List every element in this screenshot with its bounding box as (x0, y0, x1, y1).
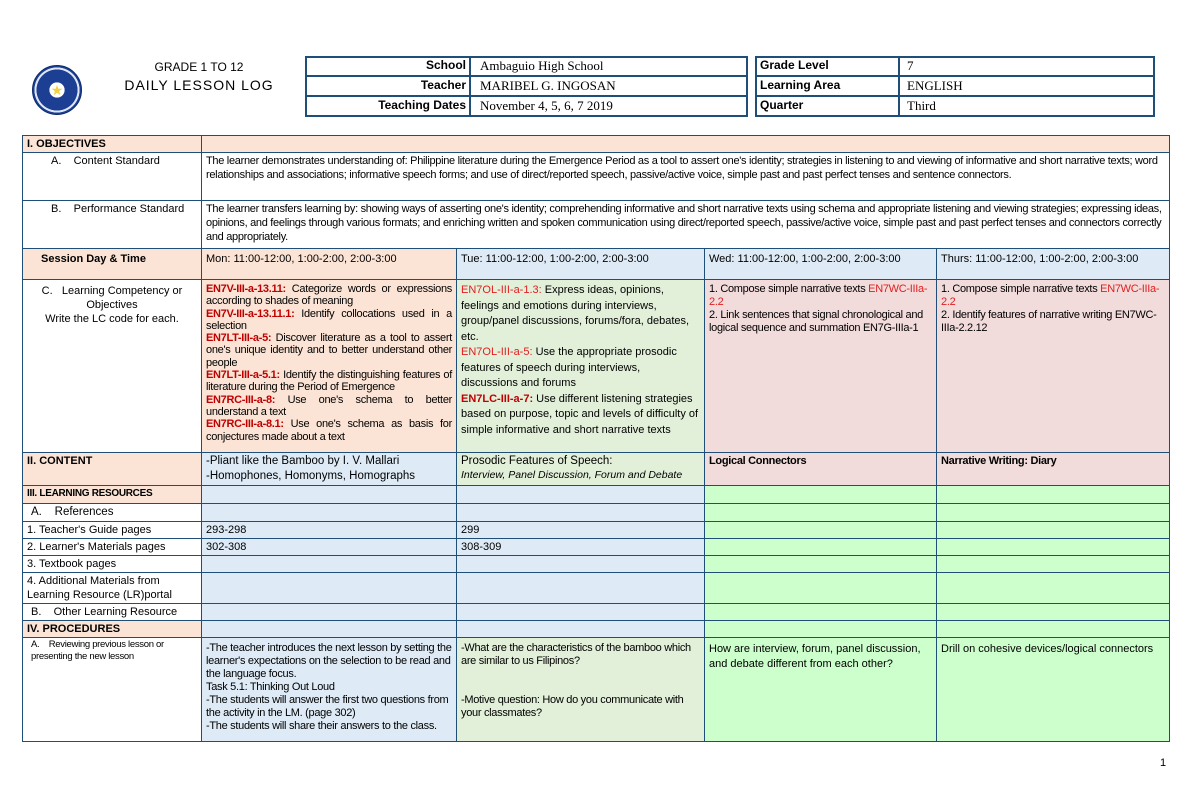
references-label: A. References (23, 504, 202, 522)
grade-level-label: Grade Level (760, 58, 829, 72)
content-standard-row (23, 153, 1170, 201)
content-mon: -Pliant like the Bamboo by I. V. Mallari -Homophones, Homonyms, Homographs (202, 453, 457, 486)
teachers-guide-tue: 299 (457, 522, 705, 539)
school-value: Ambaguio High School (480, 58, 604, 73)
resources-heading: III. LEARNING RESOURCES (23, 486, 202, 504)
lc-item: EN7LT-III-a-5.1: Identify the distinguishing features of literature during the Period of Emergence (206, 369, 452, 394)
lc-item: EN7RC-III-a-8.1: Use one's schema as basis for conjectures made about a text (206, 418, 452, 443)
content-tue: Prosodic Features of Speech: Interview, Panel Discussion, Forum and Debate (457, 453, 705, 486)
procedure-a-label: A. Reviewing previous lesson or presenting the new lesson (23, 638, 202, 742)
teachers-guide-row (23, 522, 1170, 539)
performance-standard-row (23, 201, 1170, 249)
teaching-dates-label: Teaching Dates (378, 98, 466, 112)
content-thu: Narrative Writing: Diary (937, 453, 1170, 486)
procedure-a-thu: Drill on cohesive devices/logical connectors (937, 638, 1170, 742)
procedure-a-wed: How are interview, forum, panel discussion, and debate different from each other? (705, 638, 937, 742)
competency-row (23, 280, 1170, 453)
competency-wed: 1. Compose simple narrative texts EN7WC-IIIa-2.2 2. Link sentences that signal chronological and logical sequence and summation EN7G-IIIa-1 (705, 280, 937, 453)
learners-materials-tue: 308-309 (457, 539, 705, 556)
competency-mon (202, 280, 457, 453)
page-number: 1 (1160, 757, 1167, 769)
objectives-row (23, 136, 1170, 153)
additional-materials-label: 4. Additional Materials from Learning Resource (LR)portal (23, 573, 202, 604)
learners-materials-row (23, 539, 1170, 556)
lc-item: EN7V-III-a-13.11.1: Identify collocations used in a selection (206, 307, 452, 332)
lc-item: EN7LC-III-a-7: Use different listening strategies based on purpose, topic and levels of difficulty of simple informative and short narrative texts (461, 392, 699, 436)
deped-seal-logo: ★ (32, 65, 82, 115)
lc-item: EN7OL-III-a-5: Use the appropriate prosodic features of speech during interviews, discussions and forums (461, 346, 677, 389)
session-row (23, 249, 1170, 280)
learning-area-label: Learning Area (760, 78, 841, 92)
lc-item: EN7RC-III-a-8: Use one's schema to better understand a text (206, 393, 452, 418)
teacher-value: MARIBEL G. INGOSAN (480, 78, 616, 93)
lc-item: EN7LT-III-a-5: Discover literature as a tool to assert one's unique identity and to better understand other people (206, 332, 452, 369)
quarter-label: Quarter (760, 98, 804, 112)
teacher-label: Teacher (420, 78, 466, 92)
grade-span: GRADE 1 TO 12 (154, 60, 244, 74)
textbook-row (23, 556, 1170, 573)
lc-item: EN7V-III-a-13.11: Categorize words or expressions according to shades of meaning (206, 283, 452, 308)
teaching-dates-value: November 4, 5, 6, 7 2019 (480, 98, 613, 113)
procedure-a-mon: -The teacher introduces the next lesson by setting the learner's expectations on the selection to be read and the language focus. Task 5.1: Thinking Out Loud -The students will answer the first two questions from the activity in the LM. (page 302) -The students will share their answers to the class. (202, 638, 457, 742)
textbook-tue (457, 556, 705, 573)
teachers-guide-mon: 293-298 (202, 522, 457, 539)
other-resource-label: B. Other Learning Resource (23, 604, 202, 621)
resources-heading-row (23, 486, 1170, 504)
procedure-a-row (23, 638, 1170, 742)
content-standard-text: The learner demonstrates understanding of: Philippine literature during the Emergence Period as a tool to assert one's identity; strategies in listening to and viewing of informative and short narrative texts; word relationships and associations; informative speech forms; and use of direct/reported speech, passive/active voice, simple past and past perfect tenses and sentence connectors. (202, 153, 1170, 201)
session-mon: Mon: 11:00-12:00, 1:00-2:00, 2:00-3:00 (202, 249, 457, 280)
textbook-mon (202, 556, 457, 573)
competency-label: C. Learning Competency or Objectives Write the LC code for each. (23, 280, 202, 453)
log-title: DAILY LESSON LOG (124, 77, 274, 93)
procedure-a-tue: -What are the characteristics of the bamboo which are similar to us Filipinos? -Motive question: How do you communicate with your classmates? (457, 638, 705, 742)
learners-materials-label: 2. Learner's Materials pages (23, 539, 202, 556)
performance-standard-text: The learner transfers learning by: showing ways of asserting one's identity; comprehending informative and short narrative texts using schema and appropriate listening and viewing strategies; expressing ideas, opinions, and feelings through various formats; and enriching written and spoken communication using direct/reported speech, passive/active voice, simple past and past perfect tenses and connectors correctly and appropriately. (202, 201, 1170, 249)
competency-tue (457, 280, 705, 453)
textbook-label: 3. Textbook pages (23, 556, 202, 573)
quarter-value: Third (907, 98, 936, 113)
objectives-heading: I. OBJECTIVES (23, 136, 202, 153)
session-thu: Thurs: 11:00-12:00, 1:00-2:00, 2:00-3:00 (937, 249, 1170, 280)
session-label: Session Day & Time (23, 249, 202, 280)
additional-materials-row (23, 573, 1170, 604)
procedures-heading: IV. PROCEDURES (23, 621, 202, 638)
content-standard-label: A. Content Standard (23, 153, 202, 201)
references-row (23, 504, 1170, 522)
performance-standard-label: B. Performance Standard (23, 201, 202, 249)
school-label: School (425, 58, 466, 72)
content-wed: Logical Connectors (705, 453, 937, 486)
content-heading: II. CONTENT (23, 453, 202, 486)
grade-level-value: 7 (907, 58, 914, 73)
other-resource-row (23, 604, 1170, 621)
teachers-guide-label: 1. Teacher's Guide pages (23, 522, 202, 539)
competency-thu: 1. Compose simple narrative texts EN7WC-IIIa-2.2 2. Identify features of narrative writing EN7WC-IIIa-2.2.12 (937, 280, 1170, 453)
session-tue: Tue: 11:00-12:00, 1:00-2:00, 2:00-3:00 (457, 249, 705, 280)
lc-item: EN7OL-III-a-1.3: Express ideas, opinions, feelings and emotions during interviews, group/panel discussions, forums/fora, debates, etc. (461, 284, 690, 343)
session-wed: Wed: 11:00-12:00, 1:00-2:00, 2:00-3:00 (705, 249, 937, 280)
learning-area-value: ENGLISH (907, 78, 963, 93)
lesson-log-table (22, 135, 1170, 742)
procedures-heading-row (23, 621, 1170, 638)
learners-materials-mon: 302-308 (202, 539, 457, 556)
content-row (23, 453, 1170, 486)
